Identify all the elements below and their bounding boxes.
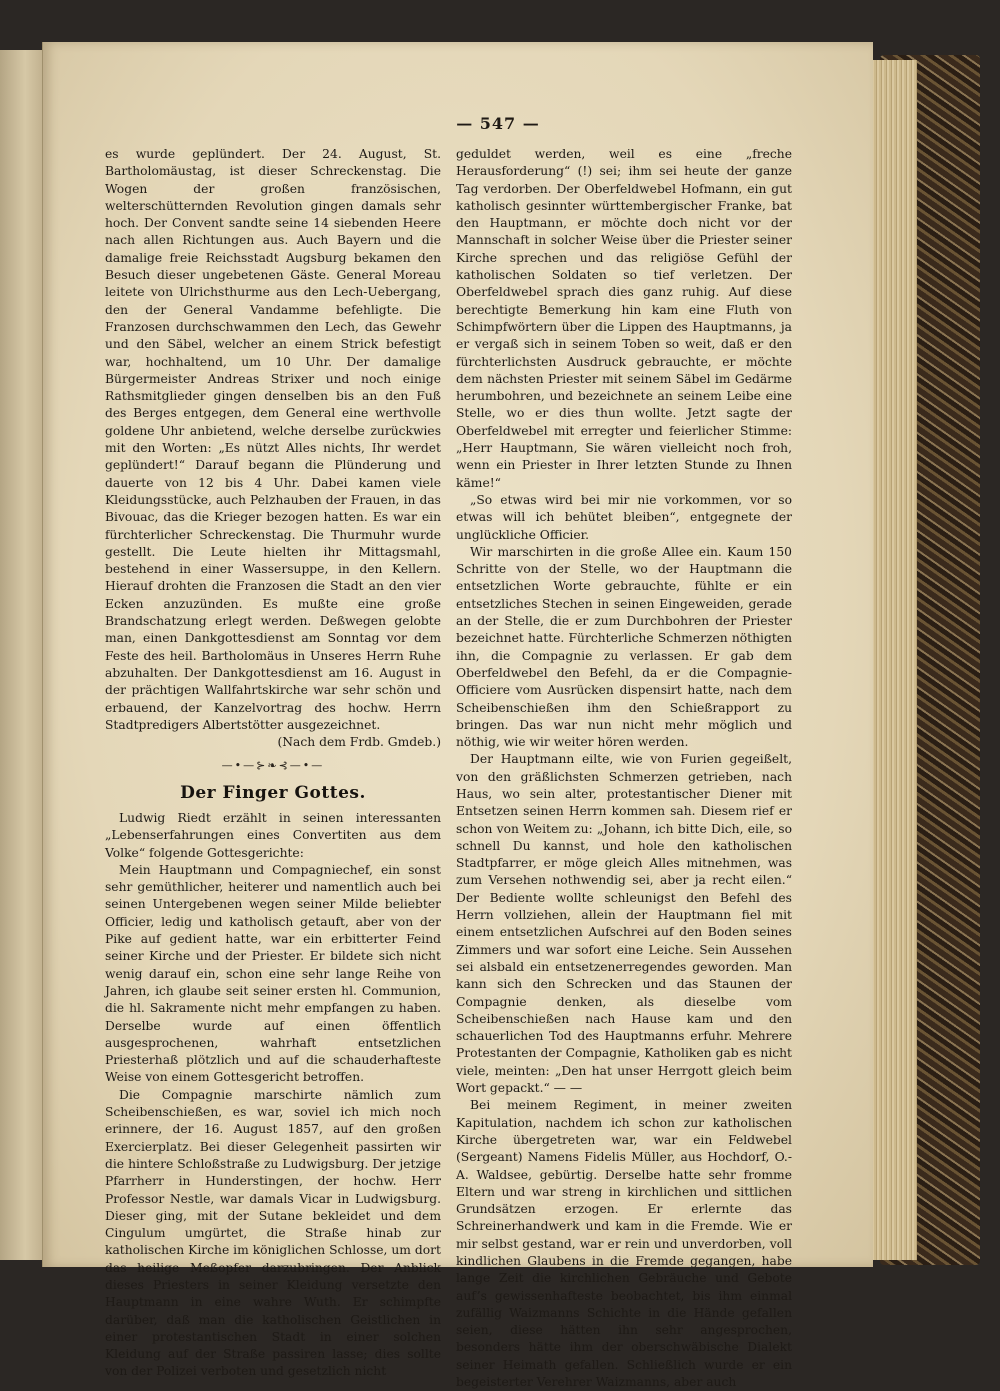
paragraph: „So etwas wird bei mir nie vorkommen, vor so etwas will ich behütet bleiben“, entgegnete der unglückliche Officier. — [456, 492, 792, 542]
paragraph: Mein Hauptmann und Compagniechef, ein sonst sehr gemüthlicher, heiterer und namentlich auch bei seinen Untergebenen wegen seiner Milde beliebter Officier, ledig und katholisch getauft, aber von der Pike auf gedient hatte, war ein erbitterter Feind seiner Kirche und der Priester. Er bildete sich nicht wenig darauf ein, schon eine sehr lange Reihe von Jahren, ich glaube seit seiner ersten hl. Communion, die hl. Sakramente nicht mehr empfangen zu haben. Derselbe wurde auf einen öffentlich ausgesprochenen, wahrhaft entsetzlichen Priesterhaß plötzlich und auf die schauderhafteste Weise von einem Gottesgericht betroffen. — [105, 862, 441, 1085]
paragraph: Die Compagnie marschirte nämlich zum Scheibenschießen, es war, soviel ich mich noch erinnere, der 16. August 1857, auf den großen Exercierplatz. Bei dieser Gelegenheit passirten wir die hintere Schloßstraße zu Ludwigsburg. Der jetzige Pfarrherr in Hunderstingen, der hochw. Herr Professor Nestle, war damals Vicar in Ludwigsburg. Dieser ging, mit der Sutane bekleidet und dem Cingulum umgürtet, die Straße hinab zur katholischen Kirche im königlichen Schlosse, um dort das heilige Meßopfer darzubringen. Der Anblick dieses Priesters in seiner Kleidung versetzte den Hauptmann in eine wahre Wuth. Er schimpfte darüber, daß man die katholischen Geistlichen in einer protestantischen Stadt in einer solchen Kleidung auf der Straße passiren lasse; dies sollte von der Polizei verboten und gesetzlich nicht — [105, 1087, 441, 1379]
page-stack-edge — [868, 60, 917, 1260]
section-title: Der Finger Gottes. — [180, 782, 366, 803]
paragraph: geduldet werden, weil es eine „freche Herausforderung“ (!) sei; ihm sei heute der ganze Tag verdorben. Der Oberfeldwebel Hofmann, ein gut katholisch gesinnter württembergischer Franke, bat den Hauptmann, er möchte doch nicht vor der Mannschaft in solcher Weise über die Priester seiner Kirche sprechen und das religiöse Gefühl der katholischen Soldaten so tief verletzen. Der Oberfeldwebel sprach dies ganz ruhig. Auf diese berechtigte Bemerkung hin kam eine Fluth von Schimpfwörtern über die Lippen des Hauptmanns, ja er vergaß sich in seinem Toben so weit, daß er den fürchterlichsten Ausdruck gebrauchte, er möchte dem nächsten Priester mit seinem Säbel im Gedärme herumbohren, und bezeichnete an seinem Leibe eine Stelle, wo er dies thun wollte. Jetzt sagte der Oberfeldwebel mit erregter und feierlicher Stimme: „Herr Hauptmann, Sie wären vielleicht noch froh, wenn ein Priester in Ihrer letzten Stunde zu Ihnen käme!“ — [456, 147, 792, 490]
paragraph: es wurde geplündert. Der 24. August, St. Bartholomäustag, ist dieser Schreckenstag. Die Wogen der großen französischen, welterschütternden Revolution gingen damals sehr hoch. Der Convent sandte seine 14 siebenden Heere nach allen Richtungen aus. Auch Bayern und die damalige freie Reichsstadt Augsburg bekamen den Besuch dieser ungebetenen Gäste. General Moreau leitete von Ulrichsthurme aus den Lech-Uebergang, den der General Vandamme befehligte. Die Franzosen durchschwammen den Lech, das Gewehr und den Säbel, welcher an einem Strick befestigt war, hochhaltend, um 10 Uhr. Der damalige Bürgermeister Andreas Strixer und noch einige Rathsmitglieder gingen denselben bis an den Fuß des Berges entgegen, dem General eine werthvolle goldene Uhr anbietend, welche derselbe zurückwies mit den Worten: „Es nützt Alles nichts, Ihr werdet geplündert!“ Darauf begann die Plünderung und dauerte von 12 bis 4 Uhr. Dabei kamen viele Kleidungsstücke, auch Pelzhauben der Frauen, in das Bivouac, das die Krieger bezogen hatten. Es war ein fürchterlicher Schreckenstag. Die Thurmuhr wurde gestellt. Die Leute hielten ihr Mittagsmahl, bestehend in einer Wassersuppe, in den Kellern. Hierauf drohten die Franzosen die Stadt an den vier Ecken anzuzünden. Es mußte eine große Brandschatzung erlegt werden. Deßwegen gelobte man, einen Dankgottesdienst am Sonntag vor dem Feste des heil. Bartholomäus in Unseres Herrn Ruhe abzuhalten. Der Dankgottesdienst am 16. August in der prächtigen Wallfahrtskirche war sehr schön und erbauend, der Kanzelvortrag des hochw. Herrn Stadtpredigers Albertstötter ausgezeichnet. — [105, 147, 441, 732]
facing-page-edge — [0, 50, 44, 1260]
right-column — [456, 146, 792, 1391]
source-byline: (Nach dem Frdb. Gmdeb.) — [277, 735, 441, 750]
section-divider-ornament: —•—⊱❧⊰—•— — [221, 759, 325, 773]
page-number: — 547 — — [456, 114, 540, 133]
book-page — [42, 42, 873, 1390]
paragraph: Wir marschirten in die große Allee ein. Kaum 150 Schritte von der Stelle, wo der Hauptmann die entsetzlichen Worte gebrauchte, fühlte er ein entsetzliches Stechen in seinen Eingeweiden, gerade an der Stelle, die er zum Durchbohren der Priester bezeichnet hatte. Fürchterliche Schmerzen nöthigten ihn, die Compagnie zu verlassen. Er gab dem Oberfeldwebel den Befehl, da er die Compagnie-Officiere vom Ausrücken dispensirt hatte, nach dem Scheibenschießen ihm den Schießrapport zu bringen. Das war nun nicht mehr möglich und nöthig, wie wir weiter hören werden. — [456, 544, 792, 750]
paragraph: Ludwig Riedt erzählt in seinen interessanten „Lebenserfahrungen eines Convertiten aus dem Volke“ folgende Gottesgerichte: — [105, 810, 441, 860]
left-column — [105, 146, 441, 1381]
paragraph: Der Hauptmann eilte, wie von Furien gegeißelt, von den gräßlichsten Schmerzen getrieben, nach Haus, wo sein alter, protestantischer Diener mit Entsetzen seinen Herrn kommen sah. Diesem rief er schon von Weitem zu: „Johann, ich bitte Dich, eile, so schnell Du kannst, und hole den katholischen Stadtpfarrer, er möge gleich Alles mitnehmen, was zum Versehen nothwendig sei, aber ja recht eilen.“ Der Bediente wollte schleunigst den Befehl des Herrn vollziehen, allein der Hauptmann fiel mit einem entsetzlichen Aufschrei auf den Boden seines Zimmers und war sofort eine Leiche. Sein Aussehen sei alsbald ein entsetzenerregendes geworden. Man kann sich den Schrecken und das Staunen der Compagnie denken, als dieselbe vom Scheibenschießen nach Hause kam und den schauerlichen Tod des Hauptmanns erfuhr. Mehrere Protestanten der Compagnie, Katholiken gab es nicht viele, meinten: „Den hat unser Herrgott gleich beim Wort gepackt.“ — — — [456, 752, 792, 1096]
paragraph: Bei meinem Regiment, in meiner zweiten Kapitulation, nachdem ich schon zur katholischen Kirche übergetreten war, war ein Feldwebel (Sergeant) Namens Fidelis Müller, aus Hochdorf, O.-A. Waldsee, gebürtig. Derselbe hatte sehr fromme Eltern und war streng in kirchlichen und sittlichen Grundsätzen erzogen. Er erlernte das Schreinerhandwerk und kam in die Fremde. Wie er mir selbst gestand, war er rein und unverdorben, voll kindlichen Glaubens in die Fremde gegangen, habe lange Zeit die kirchlichen Gebräuche und Gebote auf’s gewissenhafteste beobachtet, bis ihm einmal zufällig Waizmanns Schichte in die Hände gefallen seien, diese hätten ihn sehr angesprochen, besonders hätte ihm der oberschwäbische Dialekt seiner Heimath gefallen. Schließlich wurde er ein begeisterter Verehrer Waizmanns, aber auch — [456, 1098, 792, 1390]
